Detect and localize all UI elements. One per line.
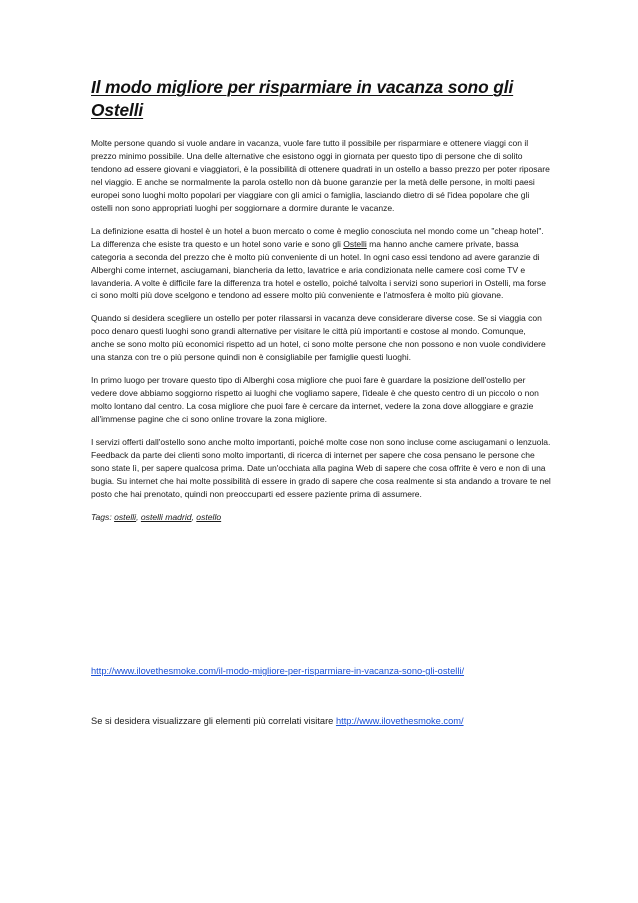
footer-line <box>91 716 464 726</box>
tag-ostelli[interactable]: ostelli <box>114 511 137 522</box>
paragraph-5: I servizi offerti dall'ostello sono anche molto importanti, poiché molte cose non sono incluse come asciugamani o lenzuola. Feedback da parte dei clienti sono molto importanti, di ricerca di internet per sapere che cosa pensano le persone che sono state lì, per sapere qualcosa prima. Date un'occhiata alla pagina Web di sapere che cosa offrite è vero e non di una bugia. Su internet che hai molte possibilità di essere in grado di sapere che cosa realmente si sta andando a trovare te nel posto che hai prenotato, quindi non preoccuparti ed essere paziente prima di assumere. <box>91 437 551 499</box>
paragraph-3: Quando si desidera scegliere un ostello per poter rilassarsi in vacanza deve considerare diverse cose. Se si viaggia con poco denaro questi luoghi sono grandi alternative per visitare le città più importanti e costose al mondo. Comunque, anche se sono molto più economici rispetto ad un hotel, ci sono molte persone che non possono e non vuole condividere una stanza con tre o più persone quindi non è consigliabile per famiglie questi luoghi. <box>91 313 546 363</box>
document-page <box>91 76 551 726</box>
paragraph-2-text-after: ma hanno anche camere private, bassa categoria a seconda del prezzo che è molto più conveniente di un hotel. In ogni caso essi tendono ad avere garanzie di Alberghi come internet, asciugamani, biancheria da letto, lavatrice e aria condizionata nelle camere così come TV e lavanderia. A volte è difficile fare la differenza tra hotel e ostello, poiché talvolta i servizi sono superiori in Ostelli, ma forse ci sono molti più dove scelgono e tendono ad essere molto più conveniente e l'atmosfera è molto più giovane. <box>91 238 546 301</box>
tag-ostello[interactable]: ostello <box>196 511 222 522</box>
paragraph-2 <box>91 225 551 303</box>
source-url-link[interactable]: http://www.ilovethesmoke.com/il-modo-migliore-per-risparmiare-in-vacanza-sono-gli-ostelli/ <box>91 666 465 676</box>
footer-site-link[interactable]: http://www.ilovethesmoke.com/ <box>335 716 464 726</box>
footer-text: Se si desidera visualizzare gli elementi più correlati visitare <box>91 716 336 726</box>
tag-ostelli-madrid[interactable]: ostelli madrid <box>140 511 192 522</box>
paragraph-1: Molte persone quando si vuole andare in vacanza, vuole fare tutto il possibile per risparmiare e ottenere viaggi con il prezzo minimo possibile. Una delle alternative che esistono oggi in giornata per questo tipo di persone che di solito tendono ad essere giovani e viaggiatori, è la possibilità di ottenere quadrati in un ostello a basso prezzo per poter riposare nel viaggio. E anche se normalmente la parola ostello non dà buone garanzie per la metà delle persone, in molti paesi europei sono luoghi molto popolari per viaggiare con gli amici o famiglia, lasciando dietro di sé l'idea popolare che gli ostelli non sono appropriati luoghi per soggiornare a dormire durante le vacanze. <box>91 138 550 213</box>
document-title: Il modo migliore per risparmiare in vacanza sono gli Ostelli <box>91 77 514 120</box>
ostelli-link[interactable]: Ostelli <box>343 238 367 249</box>
tags-label: Tags: <box>91 511 112 522</box>
tags-line: Tags: ostelli, ostelli madrid, ostello <box>91 511 222 522</box>
paragraph-2-text-before: La definizione esatta di hostel è un hotel a buon mercato o come è meglio conosciuta nel mondo come un "cheap hotel". La differenza che esiste tra questo e un hotel sono varie e sono gli <box>91 225 544 249</box>
paragraph-4: In primo luogo per trovare questo tipo di Alberghi cosa migliore che puoi fare è guardare la posizione dell'ostello per vedere dove abbiamo soggiorno rispetto ai luoghi che vogliamo sapere, l'ideale è che questo centro di un piccolo o non molto lontano dal centro. La cosa migliore che puoi fare è cercare da internet, vedere la zona dove alloggiare e grazie all'immense pagine che ci sono online trovare la zona migliore. <box>91 375 539 425</box>
